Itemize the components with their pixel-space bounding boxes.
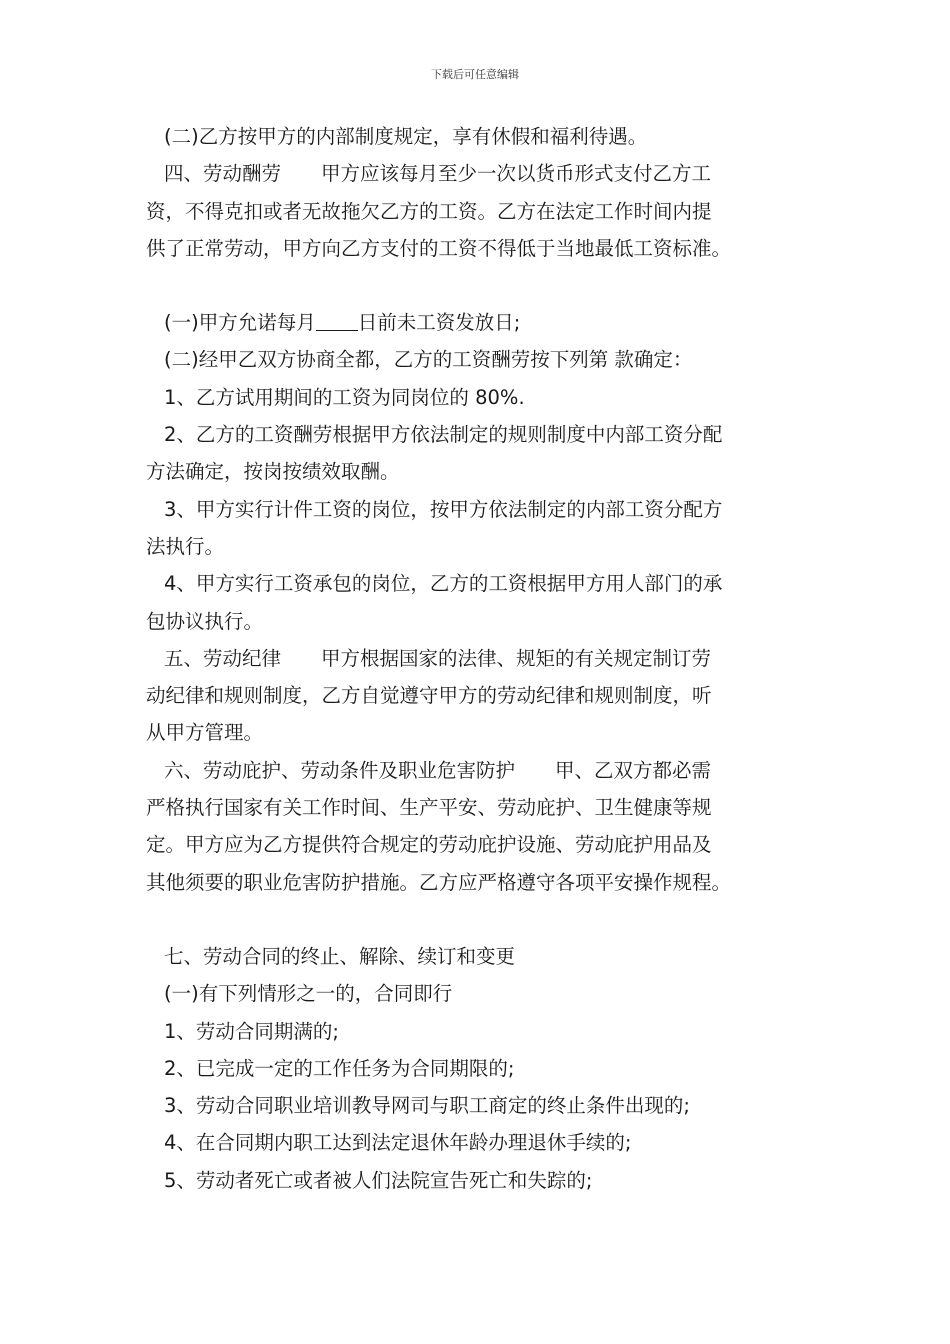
paragraph-line: 供了正常劳动，甲方向乙方支付的工资不得低于当地最低工资标准。 — [146, 236, 732, 260]
section-heading: 四、劳动酬劳 — [164, 162, 282, 186]
list-item: 5、劳动者死亡或者被人们法院宣告死亡和失踪的; — [164, 1168, 593, 1192]
line-part: (一)甲方允诺每月 — [164, 311, 316, 335]
list-item: 2、已完成一定的工作任务为合同期限的; — [164, 1056, 515, 1080]
section-heading: 五、劳动纪律 — [164, 646, 282, 670]
paragraph-line: 定。甲方应为乙方提供符合规定的劳动庇护设施、劳动庇护用品及 — [146, 833, 712, 857]
list-item: 3、劳动合同职业培训教导网司与职工商定的终止条件出现的; — [164, 1094, 690, 1118]
paragraph-line: 方法确定，按岗按绩效取酬。 — [146, 460, 400, 484]
section-text: 甲方应该每月至少一次以货币形式支付乙方工 — [321, 162, 712, 186]
section-heading-line — [146, 752, 826, 789]
paragraph-line: (二)经甲乙双方协商全都，乙方的工资酬劳按下列第 款确定： — [164, 348, 693, 372]
section-heading: 七、劳动合同的终止、解除、续订和变更 — [164, 944, 516, 968]
document-body — [146, 118, 826, 1199]
paragraph-line: 资，不得克扣或者无故拖欠乙方的工资。乙方在法定工作时间内提 — [146, 199, 712, 223]
list-item: 1、乙方试用期间的工资为同岗位的 80%. — [164, 385, 525, 409]
paragraph-line: 包协议执行。 — [146, 609, 264, 633]
list-item: 3、甲方实行计件工资的岗位，按甲方依法制定的内部工资分配方 — [164, 497, 723, 521]
paragraph-line: 严格执行国家有关工作时间、生产平安、劳动庇护、卫生健康等规 — [146, 796, 712, 820]
section-heading: 六、劳动庇护、劳动条件及职业危害防护 — [164, 758, 516, 782]
page-header: 下载后可任意编辑 — [431, 68, 519, 81]
paragraph-line: 从甲方管理。 — [146, 721, 264, 745]
list-item: 1、劳动合同期满的; — [164, 1019, 339, 1043]
paragraph-line: 其他须要的职业危害防护措施。乙方应严格遵守各项平安操作规程。 — [146, 870, 732, 894]
section-heading-line — [146, 155, 826, 192]
paragraph-line: 法执行。 — [146, 534, 225, 558]
list-item: 4、甲方实行工资承包的岗位，乙方的工资根据甲方用人部门的承 — [164, 572, 723, 596]
section-text: 甲方根据国家的法律、规矩的有关规定制订劳 — [321, 646, 712, 670]
section-heading-line — [146, 640, 826, 677]
paragraph-line: (二)乙方按甲方的内部制度规定，享有休假和福利待遇。 — [164, 125, 648, 148]
fill-in-blank — [316, 312, 358, 331]
paragraph-line: 动纪律和规则制度，乙方自觉遵守甲方的劳动纪律和规则制度，听 — [146, 684, 712, 708]
section-text: 甲、乙双方都必需 — [555, 758, 712, 782]
paragraph-line: (一)有下列情形之一的，合同即行 — [164, 982, 453, 1006]
list-item: 2、乙方的工资酬劳根据甲方依法制定的规则制度中内部工资分配 — [164, 423, 723, 447]
line-part: 日前未工资发放日; — [357, 311, 521, 335]
paragraph-line — [146, 304, 826, 341]
list-item: 4、在合同期内职工达到法定退休年龄办理退休手续的; — [164, 1131, 632, 1155]
